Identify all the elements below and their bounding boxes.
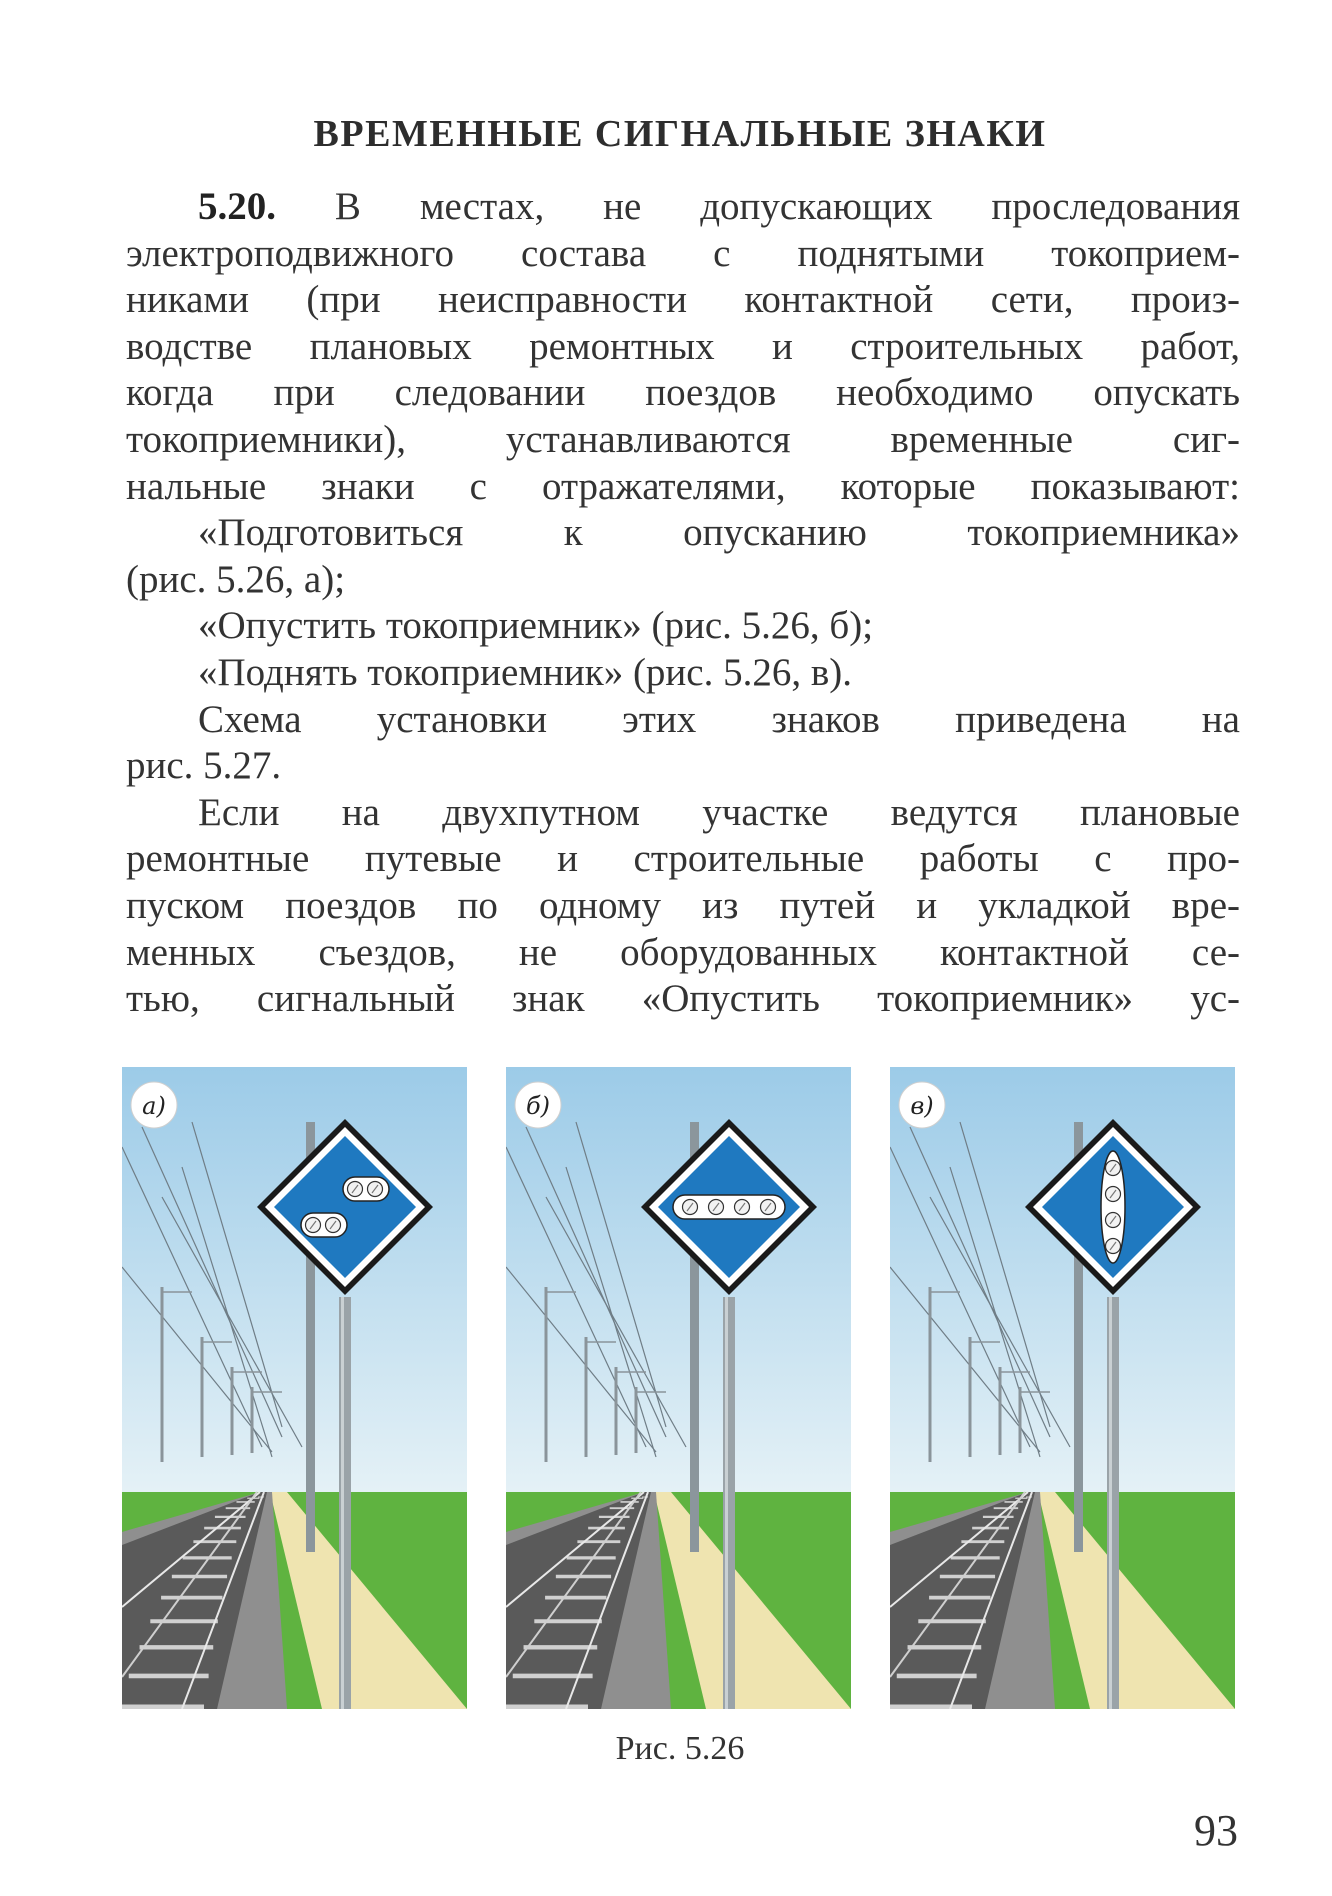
sign-post bbox=[723, 1297, 735, 1709]
text-line: менных съездов, не оборудованных контактной се- bbox=[126, 930, 1240, 974]
figure-panel-b bbox=[506, 1067, 851, 1709]
figure-caption: Рис. 5.26 bbox=[615, 1730, 745, 1767]
paragraph-number: 5.20. bbox=[198, 185, 276, 228]
text-line: когда при следовании поездов необходимо опускать bbox=[126, 371, 1240, 415]
text-line: электроподвижного состава с поднятыми токоприем- bbox=[126, 231, 1240, 275]
sign-post-highlight bbox=[1109, 1297, 1112, 1709]
panel-label: б) bbox=[525, 1092, 551, 1120]
sign-post bbox=[339, 1297, 351, 1709]
text-line: «Подготовиться к опусканию токоприемника» bbox=[198, 511, 1240, 555]
text-line: тью, сигнальный знак «Опустить токоприемник» ус- bbox=[126, 977, 1240, 1021]
text-line: (рис. 5.26, а); bbox=[126, 557, 346, 601]
sign-post-highlight bbox=[341, 1297, 344, 1709]
figure-panel-a bbox=[122, 1067, 467, 1709]
text-line: 5.20. В местах, не допускающих проследования bbox=[198, 185, 1241, 228]
figure-panel-c bbox=[890, 1067, 1235, 1709]
page-number: 93 bbox=[1194, 1806, 1238, 1855]
sign-post-highlight bbox=[725, 1297, 728, 1709]
panel-label: в) bbox=[910, 1092, 934, 1120]
figure-5-26 bbox=[122, 1067, 1236, 1709]
railway-illustration bbox=[890, 1067, 1235, 1709]
text-line: водстве плановых ремонтных и строительных работ, bbox=[126, 324, 1240, 368]
text-line: «Поднять токоприемник» (рис. 5.26, в). bbox=[198, 650, 853, 694]
sign-post bbox=[1107, 1297, 1119, 1709]
text-line: Схема установки этих знаков приведена на bbox=[198, 697, 1240, 741]
text-line: Если на двухпутном участке ведутся плановые bbox=[198, 790, 1240, 834]
text-line: рис. 5.27. bbox=[126, 744, 282, 788]
text-line: никами (при неисправности контактной сети, произ- bbox=[126, 278, 1240, 322]
text-line: нальные знаки с отражателями, которые показывают: bbox=[126, 464, 1240, 508]
section-heading: ВРЕМЕННЫЕ СИГНАЛЬНЫЕ ЗНАКИ bbox=[313, 113, 1047, 155]
text-line: токоприемники), устанавливаются временные сиг- bbox=[126, 417, 1240, 461]
body-text bbox=[126, 184, 1240, 1023]
railway-illustration bbox=[506, 1067, 851, 1709]
text-line: ремонтные путевые и строительные работы с про- bbox=[126, 837, 1240, 881]
panel-label: а) bbox=[142, 1092, 166, 1120]
railway-illustration bbox=[122, 1067, 467, 1709]
text-line: «Опустить токоприемник» (рис. 5.26, б); bbox=[198, 604, 874, 648]
text-line: пуском поездов по одному из путей и укладкой вре- bbox=[126, 883, 1240, 927]
